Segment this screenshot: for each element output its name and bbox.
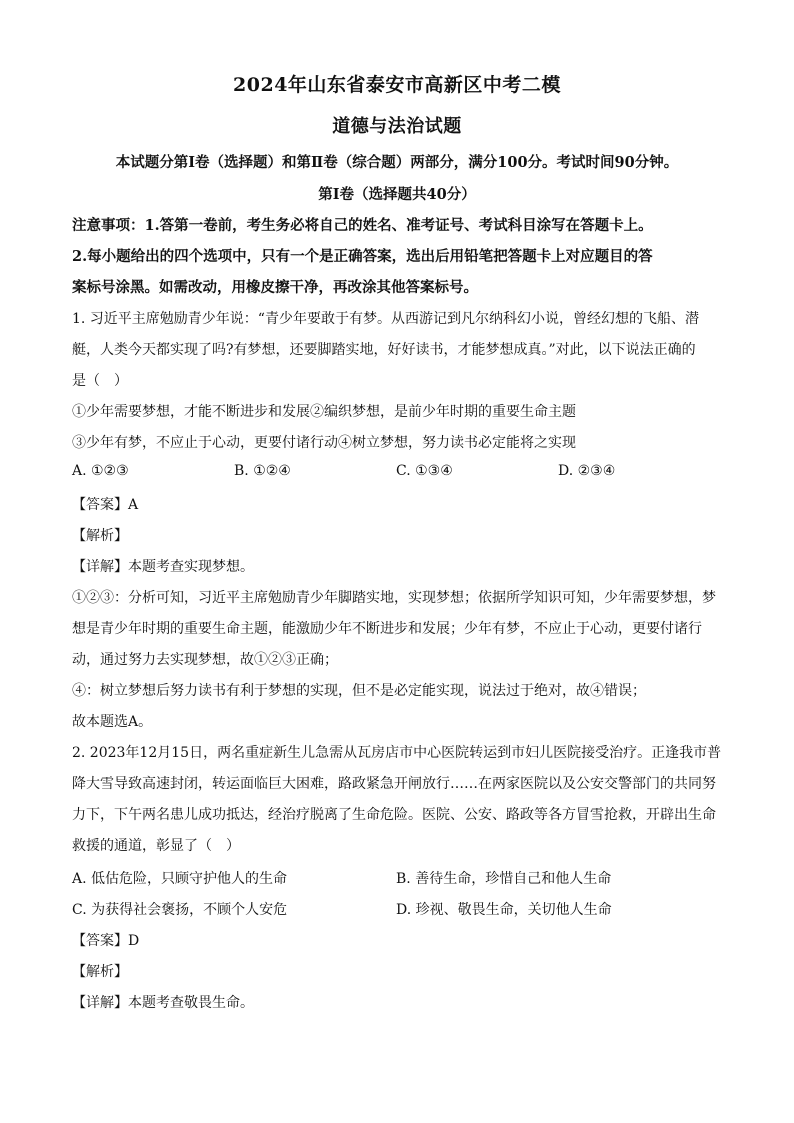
exam-subtitle: 道德与法治试题 [332, 116, 462, 137]
q1-stem-line-3: 是（ ） [72, 373, 128, 389]
q1-option-a: A. ①②③ [72, 463, 129, 479]
q2-stem-line-1: 2. 2023年12月15日，两名重症新生儿急需从瓦房店市中心医院转运到市妇儿医院接受治疗。正逢我市普 [72, 745, 722, 761]
q2-answer: 【答案】D [72, 933, 140, 949]
q1-statement-line-2: ③少年有梦，不应止于心动，更要付诸行动④树立梦想，努力读书必定能将之实现 [72, 435, 576, 451]
q2-option-c: C. 为获得社会褒扬，不顾个人安危 [72, 902, 288, 918]
q1-option-b: B. ①②④ [234, 463, 291, 479]
q1-detail: 【详解】本题考查实现梦想。 [72, 559, 254, 575]
notes-line-3: 案标号涂黑。如需改动，用橡皮擦干净，再改涂其他答案标号。 [72, 279, 478, 296]
notes-line-1: 注意事项：1.答第一卷前，考生务必将自己的姓名、准考证号、考试科目涂写在答题卡上。 [72, 217, 653, 234]
exam-intro: 本试题分第Ⅰ卷（选择题）和第Ⅱ卷（综合题）两部分，满分100分。考试时间90分钟。 [115, 154, 679, 171]
q2-stem-line-4: 救援的通道，彰显了（ ） [72, 838, 240, 854]
q1-option-c: C. ①③④ [396, 463, 453, 479]
q1-explanation-line-2: 想是青少年时期的重要生命主题，能激励少年不断进步和发展；少年有梦，不应止于心动，更要付诸行 [72, 621, 702, 637]
q1-conclusion: 故本题选A。 [72, 714, 153, 730]
q2-option-b: B. 善待生命，珍惜自己和他人生命 [396, 871, 612, 887]
q2-option-a: A. 低估危险，只顾守护他人的生命 [72, 871, 288, 887]
notes-line-2: 2.每小题给出的四个选项中，只有一个是正确答案，选出后用铅笔把答题卡上对应题目的答 [72, 248, 653, 265]
q1-analysis-tag: 【解析】 [72, 528, 128, 544]
q2-analysis-tag: 【解析】 [72, 964, 128, 980]
q1-answer: 【答案】A [72, 497, 139, 513]
q1-stem-line-1: 1. 习近平主席勉励青少年说：“青少年要敢于有梦。从西游记到凡尔纳科幻小说，曾经幻想的飞船、潜 [72, 311, 699, 327]
q2-stem-line-2: 降大雪导致高速封闭，转运面临巨大困难，路政紧急开闸放行……在两家医院以及公安交警部门的共同努 [72, 776, 716, 792]
q1-explanation-line-1: ①②③：分析可知，习近平主席勉励青少年脚踏实地，实现梦想；依据所学知识可知，少年需要梦想，梦 [72, 590, 716, 606]
q1-option-d: D. ②③④ [558, 463, 616, 479]
q2-detail: 【详解】本题考查敬畏生命。 [72, 995, 254, 1011]
q1-explanation-line-3: 动，通过努力去实现梦想，故①②③正确； [72, 652, 338, 668]
exam-title: 2024年山东省泰安市高新区中考二模 [233, 74, 561, 96]
q1-statement-line-1: ①少年需要梦想，才能不断进步和发展②编织梦想，是前少年时期的重要生命主题 [72, 404, 576, 420]
q2-option-d: D. 珍视、敬畏生命，关切他人生命 [396, 902, 612, 918]
q2-stem-line-3: 力下，下午两名患儿成功抵达，经治疗脱离了生命危险。医院、公安、路政等各方冒雪抢救，开辟出生命 [72, 807, 716, 823]
section-heading: 第Ⅰ卷（选择题共40分） [318, 186, 476, 203]
q1-explanation-line-4: ④：树立梦想后努力读书有利于梦想的实现，但不是必定能实现，说法过于绝对，故④错误； [72, 683, 646, 699]
q1-stem-line-2: 艇，人类今天都实现了吗?有梦想，还要脚踏实地，好好读书，才能梦想成真。”对此，以下说法正确的 [72, 342, 696, 358]
